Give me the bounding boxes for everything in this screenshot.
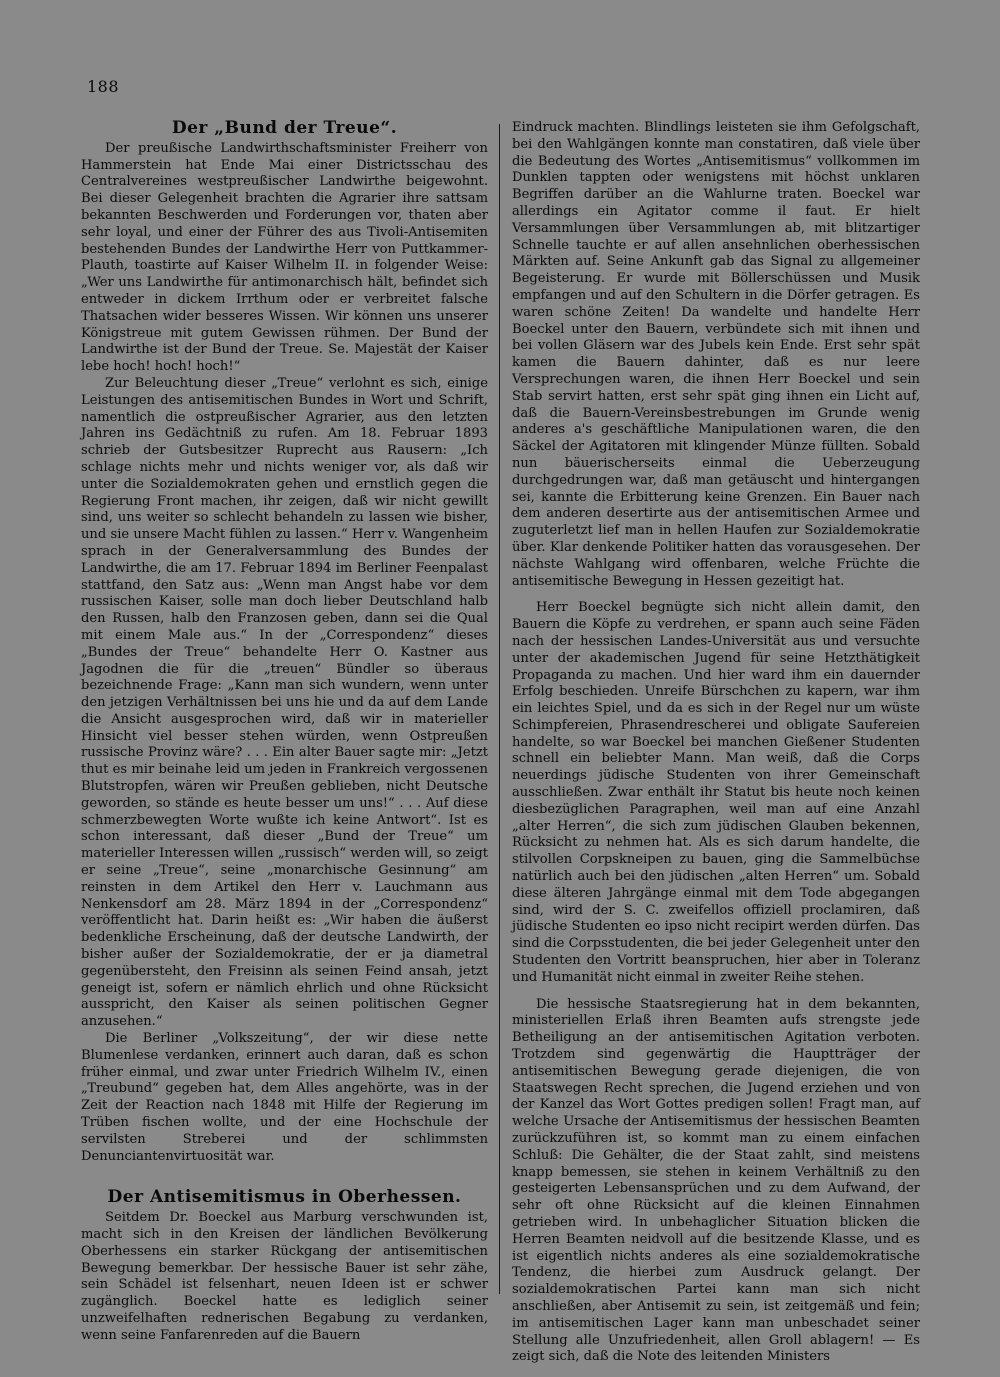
article1-paragraph-2: Zur Beleuchtung dieser „Treue“ verlohnt es sich, einige Leistungen des antisemitischen Bundes in Wort und Schrift, namentlich die ostpreußischer Agrarier, aus den letzten Jahren ins Gedächtniß zu rufen. Am 18. Februar 1893 schrieb der Gutsbesitzer Ruprecht aus Rausern: „Ich schlage nichts mehr und nichts weniger vor, als daß wir unter die Sozialdemokraten gehen und ernstlich gegen die Regierung Front machen, ihr zeigen, daß wir nicht gewillt sind, uns weiter so schlecht behandeln zu lassen wie bisher, und sie unsere Macht fühlen zu lassen.“ Herr v. Wangenheim sprach in der Generalversammlung des Bundes der Landwirthe, die am 17. Februar 1894 im Berliner Feenpalast stattfand, den Satz aus: „Wenn man Angst habe vor dem russischen Kaiser, solle man doch lieber Deutschland halb den Russen, halb den Franzosen geben, dann sei die Qual mit einem Male aus.“ In der „Correspondenz“ dieses „Bundes der Treue“ behandelte Herr O. Kastner aus Jagodnen die für die „treuen“ Bündler so überaus bezeichnende Frage: „Kann man sich wundern, wenn unter den jetzigen Verhältnissen bei uns hie und da auf dem Lande die Ansicht ausgesprochen wird, daß wir in materieller Hinsicht viel besser stehen würden, wenn Ostpreußen russische Provinz wäre? . . . Ein alter Bauer sagte mir: „Jetzt thut es mir beinahe leid um jeden in Frankreich vergossenen Blutstropfen, wären wir Preußen geblieben, nicht Deutsche geworden, so stände es heute besser um uns!“ . . . Auf diese schmerzbewegten Worte wußte ich keine Antwort“. Ist es schon interessant, daß dieser „Bund der Treue“ um materieller Interessen willen „russisch“ werden will, so zeigt er seine „Treue“, seine „monarchische Gesinnung“ am reinsten in dem Artikel den Herr v. Lauchmann aus Nenkensdorf am 28. März 1894 in der „Correspondenz“ veröffentlicht hat. Darin heißt es: „Wir haben die äußerst bedenkliche Erscheinung, daß der deutsche Landwirth, der bisher außer der Sozialdemokratie, der er ja diametral gegenübersteht, den Freisinn als seinen Feind ansah, jetzt geneigt ist, sofern er nämlich ehrlich und ohne Rücksicht ausspricht, den Kaiser als seinen politischen Gegner anzusehen.“ — [81, 375, 488, 1030]
left-column — [81, 120, 488, 1345]
article2-continuation-2: Herr Boeckel begnügte sich nicht allein damit, den Bauern die Köpfe zu verdrehen, er spann auch seine Fäden nach der hessischen Landes-Universität aus und versuchte unter der akademischen Jugend für seine Hetzthätigkeit Propaganda zu machen. Und hier ward ihm ein dauernder Erfolg beschieden. Unreife Bürschchen zu kapern, war ihm ein leichtes Spiel, und da es sich in der Regel nur um wüste Schimpfereien, Phrasendrescherei und obligate Saufereien handelte, so war Boeckel bei manchen Gießener Studenten schnell ein beliebter Mann. Man weiß, daß die Corps neuerdings jüdische Studenten von ihrer Gemeinschaft ausschließen. Zwar enthält ihr Statut bis heute noch keinen diesbezüglichen Paragraphen, weil man auf eine Anzahl „alter Herren“, die sich zum jüdischen Glauben bekennen, Rücksicht zu nehmen hat. Als es sich darum handelte, die stilvollen Corpskneipen zu bauen, ging die Sammelbüchse natürlich auch bei den jüdischen „alten Herren“ um. Sobald diese älteren Jahrgänge einmal mit dem Tode abgegangen sind, wird der S. C. zweifellos offiziell proclamiren, daß jüdische Studenten eo ipso nicht recipirt werden dürfen. Das sind die Corpsstudenten, die bei jeder Gelegenheit unter den Studenten den Vortritt beanspruchen, hier aber in Toleranz und Humanität nicht einmal in zweiter Reihe stehen. — [512, 600, 920, 985]
article2-continuation-3: Die hessische Staatsregierung hat in dem bekannten, ministeriellen Erlaß ihren Beamten aufs strengste jede Betheiligung an der antisemitischen Agitation verboten. Trotzdem sind gegenwärtig die Hauptträger der antisemitischen Bewegung gerade diejenigen, die von Staatswegen Recht sprechen, die Jugend erziehen und von der Kanzel das Wort Gottes predigen sollen! Fragt man, auf welche Ursache der Antisemitismus der hessischen Beamten zurückzuführen ist, so kommt man zu einem einfachen Schluß: Die Gehälter, die der Staat zahlt, sind meistens knapp bemessen, sie stehen in keinem Verhältniß zu den gesteigerten Lebensansprüchen und zu dem Aufwand, der sehr oft ohne Rücksicht auf die kleinen Einnahmen getrieben wird. In unbehaglicher Situation blicken die Herren Beamten neidvoll auf die besitzende Klasse, und es ist eigentlich nichts anderes als eine sozialdemokratische Tendenz, die hierbei zum Ausdruck gelangt. Der sozialdemokratischen Partei kann man sich nicht anschließen, aber Antisemit zu sein, ist zeitgemäß und fein; im antisemitischen Lager kann man unbeschadet seiner Stellung alle Unzufriedenheit, allen Groll ablagern! — Es zeigt sich, daß die Note des leitenden Ministers — [512, 996, 920, 1365]
column-divider — [499, 124, 500, 1294]
article-title-antisemitismus: Der Antisemitismus in Oberhessen. — [107, 1187, 462, 1208]
page-number: 188 — [87, 77, 120, 96]
right-column — [512, 120, 920, 1366]
article2-paragraph-1: Seitdem Dr. Boeckel aus Marburg verschwunden ist, macht sich in den Kreisen der ländlichen Bevölkerung Oberhessens ein starker Rückgang der antisemitischen Bewegung bemerkbar. Der hessische Bauer ist sehr zähe, sein Schädel ist felsenhart, neuen Ideen ist er schwer zugänglich. Boeckel hatte es lediglich seiner unzweifelhaften rednerischen Begabung zu verdanken, wenn seine Fanfarenreden auf die Bauern — [81, 1210, 488, 1343]
article2-continuation-1: Eindruck machten. Blindlings leisteten sie ihm Gefolgschaft, bei den Wahlgängen konnte man constatiren, daß viele über die Bedeutung des Wortes „Antisemitismus“ vollkommen im Dunklen tappten oder wenigstens mit höchst unklaren Begriffen darüber an die Wahlurne traten. Boeckel war allerdings ein Agitator comme il faut. Er hielt Versammlungen über Versammlungen ab, mit blitzartiger Schnelle tauchte er auf allen ansehnlichen oberhessischen Märkten auf. Seine Ankunft gab das Signal zu allgemeiner Begeisterung. Er wurde mit Böllerschüssen und Musik empfangen und auf den Schultern in die Dörfer getragen. Es waren schöne Zeiten! Da wandelte und handelte Herr Boeckel unter den Bauern, verbündete sich mit ihnen und bei vollen Gläsern war des Jubels kein Ende. Erst sehr spät kamen die Bauern dahinter, daß es nur leere Versprechungen waren, die ihnen Herr Boeckel und sein Stab servirt hatten, erst sehr spät ging ihnen ein Licht auf, daß die Bauern-Vereinsbestrebungen im Grunde wenig anderes a's geschäftliche Manipulationen waren, die den Säckel der Agitatoren mit klingender Münze füllten. Sobald nun bäuerischerseits einmal die Ueberzeugung durchgedrungen war, daß man getäuscht und hintergangen sei, kannte die Erbitterung keine Grenzen. Ein Bauer nach dem anderen desertirte aus der antisemitischen Armee und zuguterletzt lief man in hellen Haufen zur Sozialdemokratie über. Klar denkende Politiker hatten das vorausgesehen. Der nächste Wahlgang wird offenbaren, welche Früchte die antisemitische Bewegung in Hessen gezeitigt hat. — [512, 120, 920, 589]
article1-paragraph-3: Die Berliner „Volkszeitung“, der wir diese nette Blumenlese verdanken, erinnert auch daran, daß es schon früher einmal, und zwar unter Friedrich Wilhelm IV., einen „Treubund“ gegeben hat, dem Alles angehörte, was in der Zeit der Reaction nach 1848 mit Hilfe der Regierung im Trüben fischen wollte, und der eine Hochschule der servilsten Streberei und der schlimmsten Denunciantenvirtuosität war. — [81, 1031, 488, 1164]
article-title-bund-der-treue: Der „Bund der Treue“. — [171, 118, 398, 138]
article1-paragraph-1: Der preußische Landwirthschaftsminister Freiherr von Hammerstein hat Ende Mai einer Districtsschau des Centralvereines westpreußischer Landwirthe beigewohnt. Bei dieser Gelegenheit brachten die Agrarier ihre sattsam bekannten Beschwerden und Forderungen vor, thaten aber sehr loyal, und einer der Führer des aus Tivoli-Antisemiten bestehenden Bundes der Landwirthe Herr von Puttkammer-Plauth, toastirte auf Kaiser Wilhelm II. in folgender Weise: „Wer uns Landwirthe für antimonarchisch hält, befindet sich entweder in dickem Irrthum oder er verbreitet falsche Thatsachen wider besseres Wissen. Wir können uns unserer Königstreue mit gutem Gewissen rühmen. Der Bund der Landwirthe ist der Bund der Treue. Se. Majestät der Kaiser lebe hoch! hoch! hoch!“ — [81, 140, 488, 375]
